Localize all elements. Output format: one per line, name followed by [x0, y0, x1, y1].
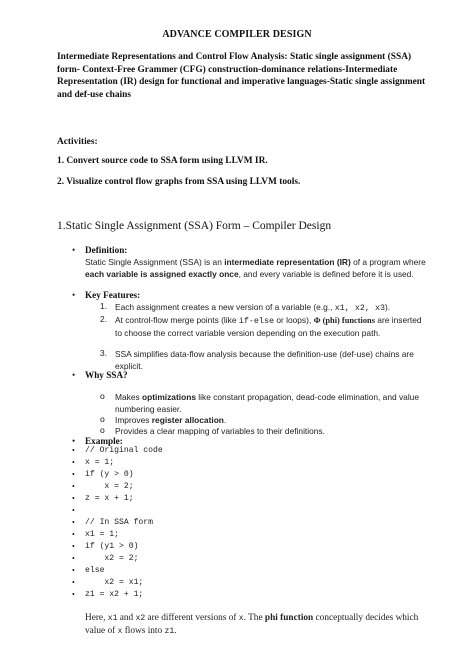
- list-number: 1.: [100, 301, 107, 311]
- bullet-icon: •: [72, 518, 75, 527]
- code-line: x2 = 2;: [85, 554, 139, 563]
- why-ssa-label: Why SSA?: [85, 370, 128, 380]
- bullet-icon: •: [72, 290, 76, 300]
- closing-paragraph: Here, x1 and x2 are different versions of x. The phi function conceptually decides which value of x flows into z1.: [85, 613, 419, 636]
- bullet-icon: •: [72, 554, 75, 563]
- code-line: z1 = x2 + 1;: [85, 590, 144, 599]
- code-line: x = 2;: [85, 482, 134, 491]
- activities-heading: Activities:: [57, 137, 98, 147]
- circle-bullet-icon: o: [100, 425, 105, 435]
- key-feature-item: SSA simplifies data-flow analysis because the definition-use (def-use) chains are explicit.: [115, 349, 414, 372]
- intro-paragraph: Intermediate Representations and Control Flow Analysis: Static single assignment (SSA) form- Context-Free Grammer (CFG) construction-dominance relations-Intermediate Representation (IR) design for functional and imperative languages-Static single assignment and def-use chains: [57, 52, 426, 100]
- bullet-icon: •: [72, 566, 75, 575]
- activity-item: 1. Convert source code to SSA form using LLVM IR.: [57, 156, 268, 166]
- example-label: Example:: [85, 436, 123, 446]
- bullet-icon: •: [72, 446, 75, 455]
- key-features-label: Key Features:: [85, 290, 141, 300]
- document-title: ADVANCE COMPILER DESIGN: [162, 29, 312, 40]
- why-ssa-item: Provides a clear mapping of variables to their definitions.: [115, 426, 325, 436]
- definition-text: Static Single Assignment (SSA) is an intermediate representation (IR) of a program where each variable is assigned exactly once, and every variable is defined before it is used.: [85, 257, 426, 280]
- list-number: 3.: [100, 348, 107, 358]
- bullet-icon: •: [72, 590, 75, 599]
- bullet-icon: •: [72, 370, 76, 380]
- bullet-icon: •: [72, 578, 75, 587]
- bullet-icon: •: [72, 506, 75, 515]
- code-line: if (y > 0): [85, 470, 134, 479]
- circle-bullet-icon: o: [100, 414, 105, 424]
- bullet-icon: •: [72, 542, 75, 551]
- code-line: // Original code: [85, 446, 163, 455]
- section-heading: 1.Static Single Assignment (SSA) Form – Compiler Design: [57, 220, 332, 232]
- code-line: if (y1 > 0): [85, 542, 139, 551]
- code-line: z = x + 1;: [85, 494, 134, 503]
- code-line: x = 1;: [85, 458, 115, 467]
- list-number: 2.: [100, 314, 107, 324]
- why-ssa-item: Improves register allocation.: [115, 415, 227, 425]
- bullet-icon: •: [72, 458, 75, 467]
- code-line: x2 = x1;: [85, 578, 144, 587]
- bullet-icon: •: [72, 482, 75, 491]
- circle-bullet-icon: o: [100, 391, 105, 401]
- activity-item: 2. Visualize control flow graphs from SSA using LLVM tools.: [57, 177, 301, 187]
- definition-label: Definition:: [85, 245, 128, 255]
- code-line: x1 = 1;: [85, 530, 119, 539]
- code-line: else: [85, 566, 105, 575]
- bullet-icon: •: [72, 530, 75, 539]
- bullet-icon: •: [72, 470, 75, 479]
- key-feature-item: Each assignment creates a new version of a variable (e.g., x1, x2, x3).: [115, 302, 391, 313]
- code-line: // In SSA form: [85, 518, 153, 527]
- why-ssa-item: Makes optimizations like constant propagation, dead-code elimination, and value numbering easier.: [115, 392, 420, 415]
- key-feature-item: At control-flow merge points (like if-else or loops), Φ (phi) functions are inserted to choose the correct variable version depending on the execution path.: [115, 315, 422, 339]
- bullet-icon: •: [72, 436, 76, 446]
- bullet-icon: •: [72, 494, 75, 503]
- bullet-icon: •: [72, 245, 76, 255]
